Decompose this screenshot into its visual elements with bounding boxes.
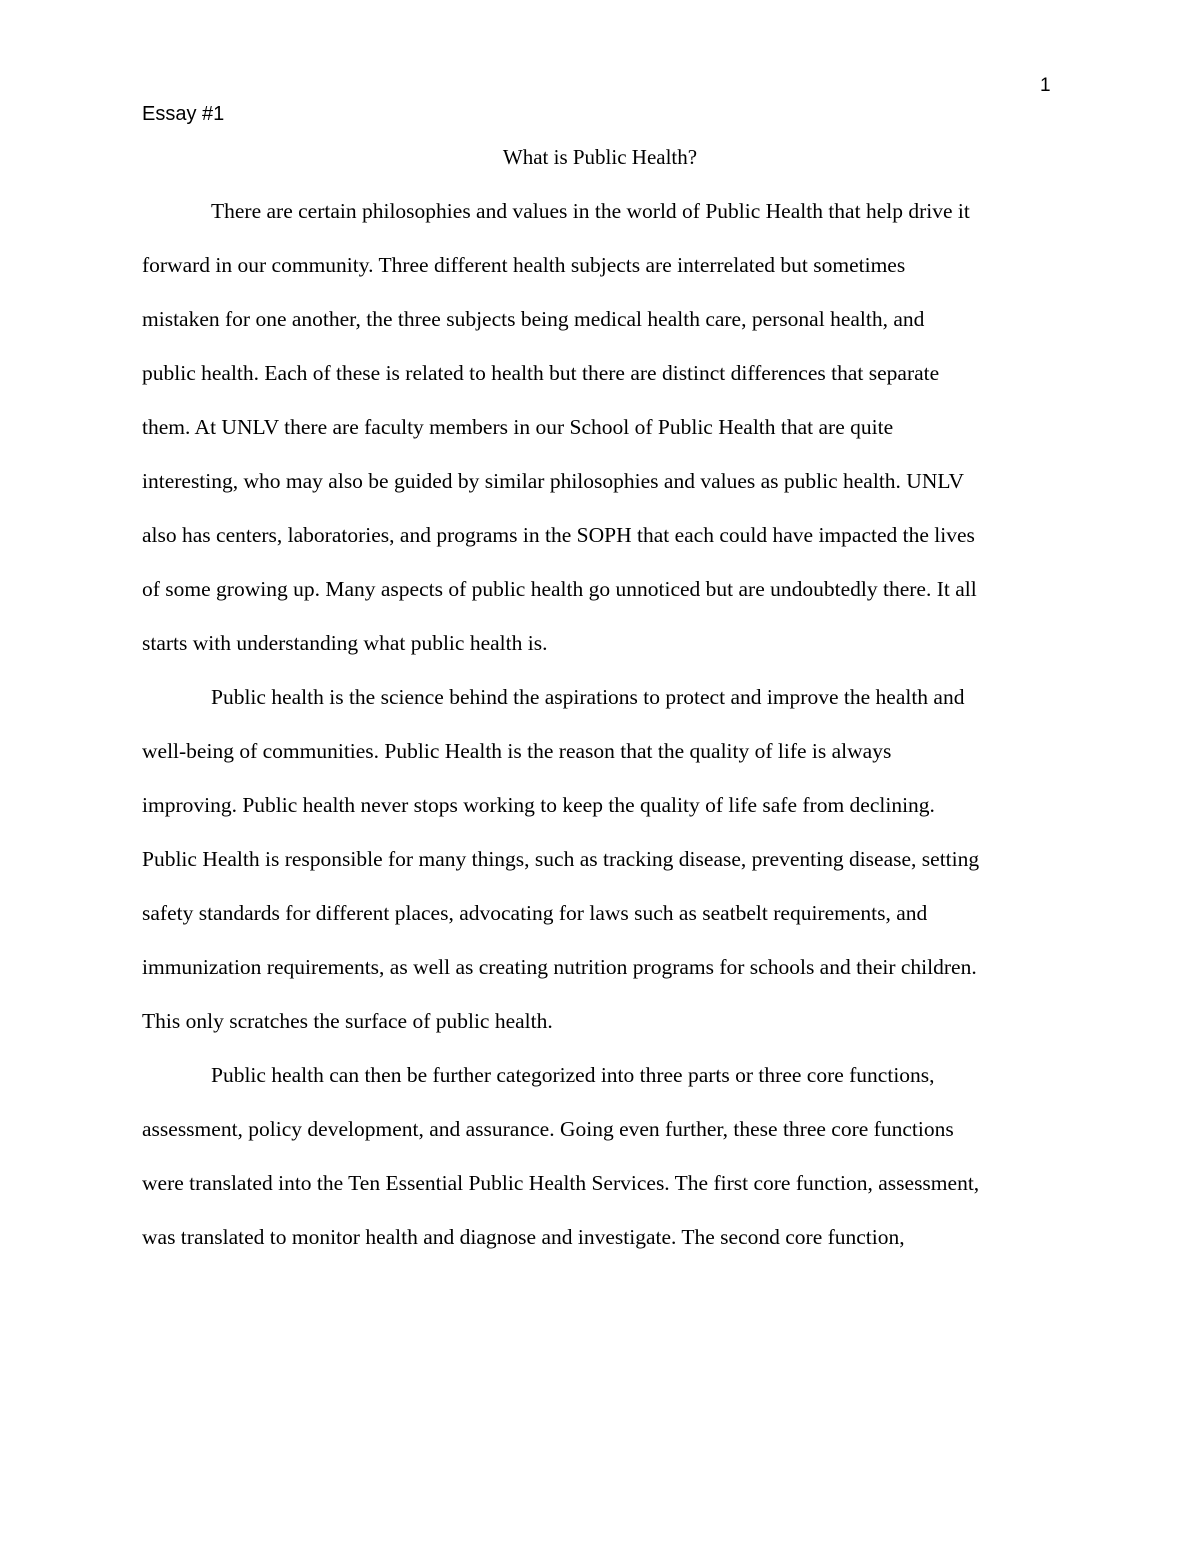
body-line: also has centers, laboratories, and programs in the SOPH that each could have impacted the lives: [142, 523, 975, 547]
body-line: were translated into the Ten Essential Public Health Services. The first core function, assessment,: [142, 1171, 980, 1195]
body-line: Public Health is responsible for many things, such as tracking disease, preventing disease, setting: [142, 847, 980, 871]
body-line: was translated to monitor health and diagnose and investigate. The second core function,: [142, 1225, 905, 1249]
body-line: of some growing up. Many aspects of public health go unnoticed but are undoubtedly there. It all: [142, 577, 977, 601]
body-line: This only scratches the surface of public health.: [142, 1009, 553, 1033]
body-line: mistaken for one another, the three subjects being medical health care, personal health, and: [142, 307, 925, 331]
body-line: them. At UNLV there are faculty members in our School of Public Health that are quite: [142, 415, 894, 439]
running-header: Essay #1: [142, 103, 225, 125]
body-line: improving. Public health never stops working to keep the quality of life safe from declining.: [142, 793, 935, 817]
body-line: Public health is the science behind the aspirations to protect and improve the health and: [211, 685, 965, 709]
essay-body: [142, 184, 1058, 1264]
body-line: interesting, who may also be guided by similar philosophies and values as public health. UNLV: [142, 469, 965, 493]
body-line: starts with understanding what public health is.: [142, 631, 548, 655]
body-line: There are certain philosophies and values in the world of Public Health that help drive it: [211, 199, 970, 223]
body-line: well-being of communities. Public Health is the reason that the quality of life is always: [142, 739, 892, 763]
body-line: Public health can then be further categorized into three parts or three core functions,: [211, 1063, 935, 1087]
page-number: 1: [1040, 75, 1051, 96]
body-line: forward in our community. Three different health subjects are interrelated but sometimes: [142, 253, 906, 277]
essay-title: What is Public Health?: [502, 145, 698, 169]
body-line: immunization requirements, as well as creating nutrition programs for schools and their children.: [142, 955, 977, 979]
body-line: safety standards for different places, advocating for laws such as seatbelt requirements, and: [142, 901, 928, 925]
body-line: assessment, policy development, and assurance. Going even further, these three core functions: [142, 1117, 954, 1141]
body-line: public health. Each of these is related to health but there are distinct differences that separate: [142, 361, 940, 385]
